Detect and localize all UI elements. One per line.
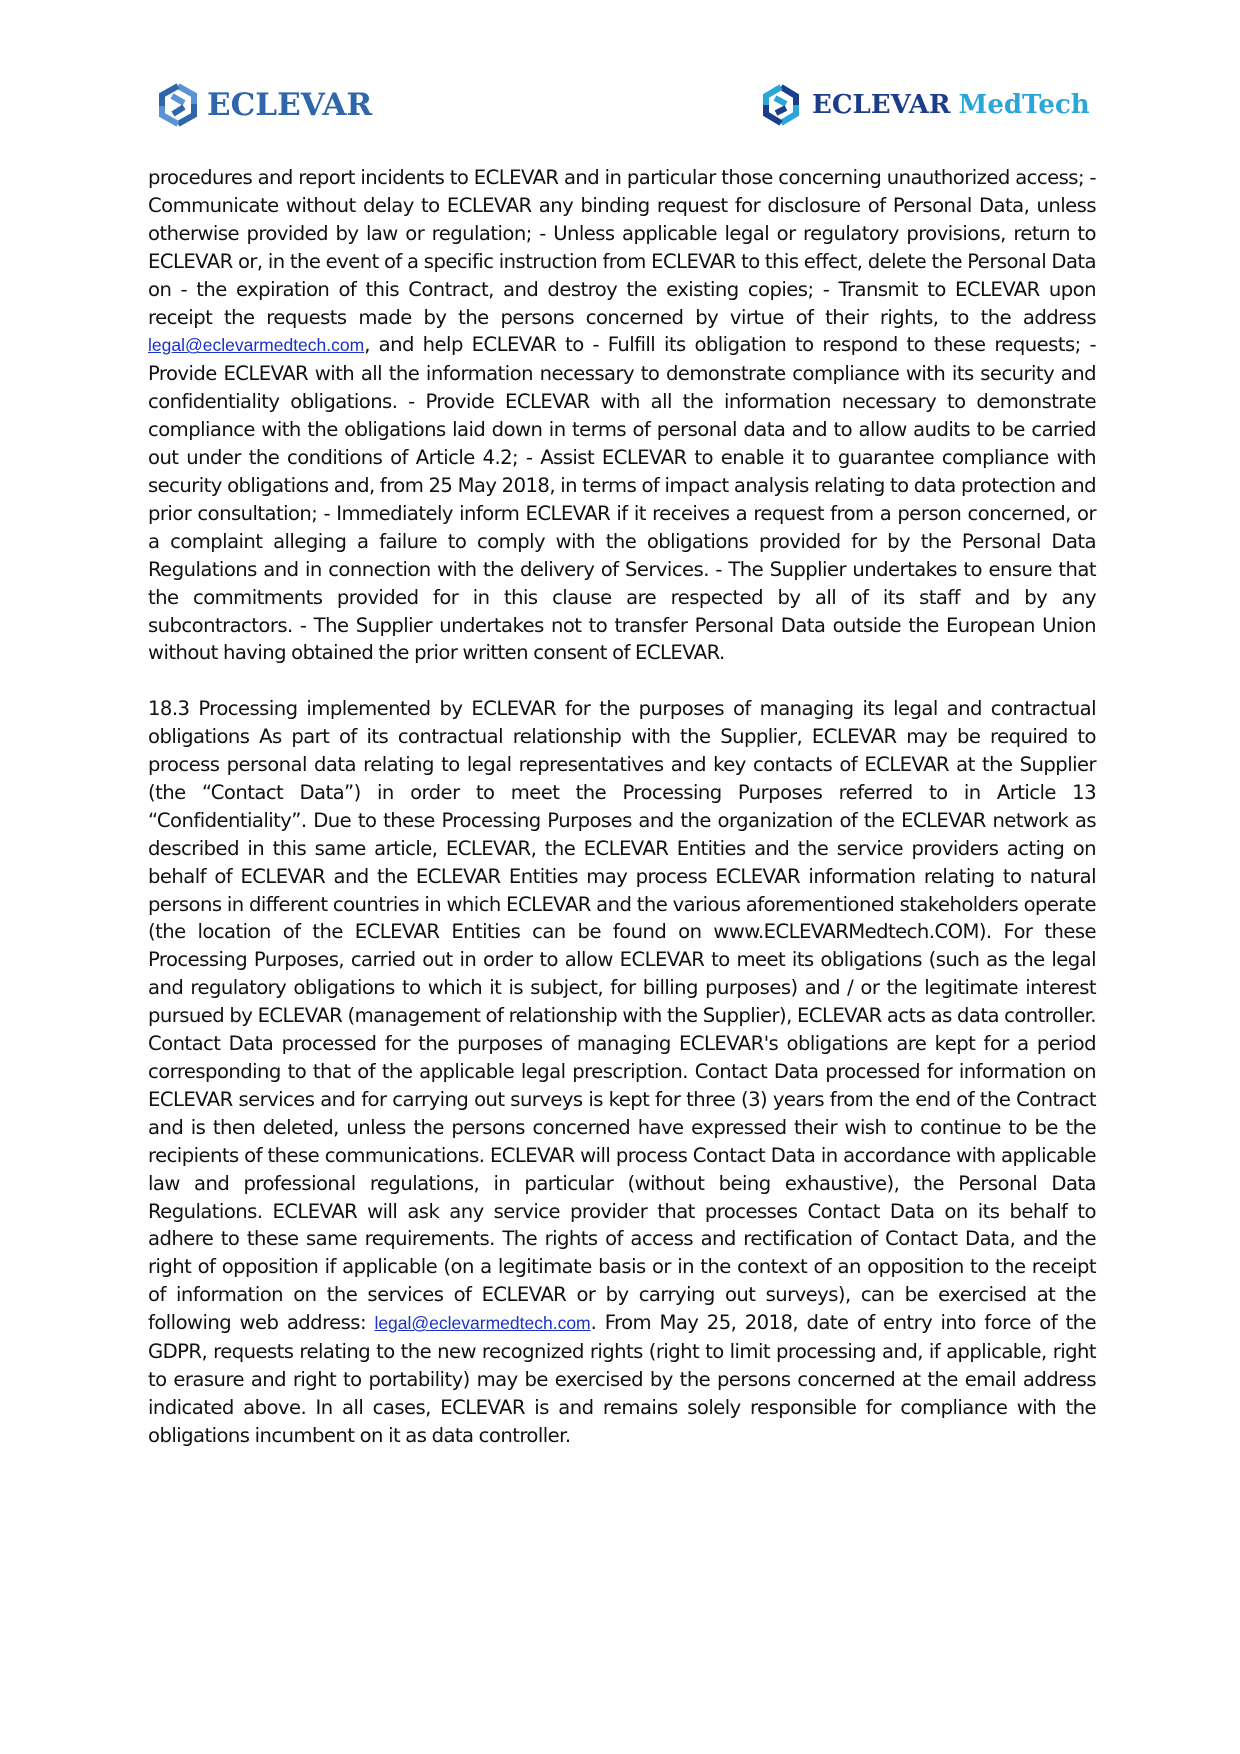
eclevar-medtech-logo-text-primary: ECLEVAR — [812, 90, 951, 120]
eclevar-hexagon-logo-icon — [155, 82, 201, 128]
legal-email-link[interactable]: legal@eclevarmedtech.com — [148, 335, 365, 356]
document-body — [148, 164, 1096, 1450]
eclevar-medtech-logo-icon — [760, 84, 802, 126]
paragraph-2-text-a: 18.3 Processing implemented by ECLEVAR for the purposes of managing its legal and contractual obligations As part of its contractual relationship with the Supplier, ECLEVAR may be required to process personal data relating to legal representatives and key contacts of ECLEVAR at the Supplier (the “Contact Data”) in order to meet the Processing Purposes referred to in Article 13 “Confidentiality”. Due to these Processing Purposes and the organization of the ECLEVAR network as described in this same article, ECLEVAR, the ECLEVAR Entities and the service providers acting on behalf of ECLEVAR and the ECLEVAR Entities may process ECLEVAR information relating to natural persons in different countries in which ECLEVAR and the various aforementioned stakeholders operate (the location of the ECLEVAR Entities can be found on www.ECLEVARMedtech.COM). For these Processing Purposes, carried out in order to allow ECLEVAR to meet its obligations (such as the legal and regulatory obligations to which it is subject, for billing purposes) and / or the legitimate interest pursued by ECLEVAR (management of relationship with the Supplier), ECLEVAR acts as data controller. Contact Data processed for the purposes of managing ECLEVAR's obligations are kept for a period corresponding to that of the applicable legal prescription. Contact Data processed for information on ECLEVAR services and for carrying out surveys is kept for three (3) years from the end of the Contract and is then deleted, unless the persons concerned have expressed their wish to continue to be the recipients of these communications. ECLEVAR will process Contact Data in accordance with applicable law and professional regulations, in particular (without being exhaustive), the Personal Data Regulations. ECLEVAR will ask any service provider that processes Contact Data on its behalf to adhere to these same requirements. The rights of access and rectification of Contact Data, and the right of opposition if applicable (on a legitimate basis or in the context of an opposition to the receipt of information on the services of ECLEVAR or by carrying out surveys), can be exercised at the following web address: — [148, 697, 1096, 1335]
paragraph-1-text-b: , and help ECLEVAR to - Fulfill its obligation to respond to these requests; - Provide ECLEVAR with all the information necessary to demonstrate compliance with its security and confidentiality obligations. - Provide ECLEVAR with all the information necessary to demonstrate compliance with the obligations laid down in terms of personal data and to allow audits to be carried out under the conditions of Article 4.2; - Assist ECLEVAR to enable it to guarantee compliance with security obligations and, from 25 May 2018, in terms of impact analysis relating to data protection and prior consultation; - Immediately inform ECLEVAR if it receives a request from a person concerned, or a complaint alleging a failure to comply with the obligations provided for by the Personal Data Regulations and in connection with the delivery of Services. - The Supplier undertakes to ensure that the commitments provided for in this clause are respected by all of its staff and by any subcontractors. - The Supplier undertakes not to transfer Personal Data outside the European Union without having obtained the prior written consent of ECLEVAR. — [148, 333, 1096, 665]
legal-email-link[interactable]: legal@eclevarmedtech.com — [374, 1313, 591, 1334]
eclevar-medtech-logo-text-secondary: MedTech — [958, 90, 1090, 120]
paragraph-supplier-obligations — [148, 164, 1096, 667]
paragraph-2-text-b: . From May 25, 2018, date of entry into force of the GDPR, requests relating to the new recognized rights (right to limit processing and, if applicable, right to erasure and right to portability) may be exercised by the persons concerned at the email address indicated above. In all cases, ECLEVAR is and remains solely responsible for compliance with the obligations incumbent on it as data controller. — [148, 1311, 1096, 1447]
eclevar-logo — [155, 80, 372, 130]
eclevar-medtech-logo — [760, 83, 1090, 127]
eclevar-logo-text: ECLEVAR — [207, 87, 373, 123]
paragraph-18-3-processing — [148, 695, 1096, 1449]
page-header — [0, 0, 1240, 150]
paragraph-1-text-a: procedures and report incidents to ECLEVAR and in particular those concerning unauthorized access; - Communicate without delay to ECLEVAR any binding request for disclosure of Personal Data, unless otherwise provided by law or regulation; - Unless applicable legal or regulatory provisions, return to ECLEVAR or, in the event of a specific instruction from ECLEVAR to this effect, delete the Personal Data on - the expiration of this Contract, and destroy the existing copies; - Transmit to ECLEVAR upon receipt the requests made by the persons concerned by virtue of their rights, to the address — [148, 166, 1096, 329]
